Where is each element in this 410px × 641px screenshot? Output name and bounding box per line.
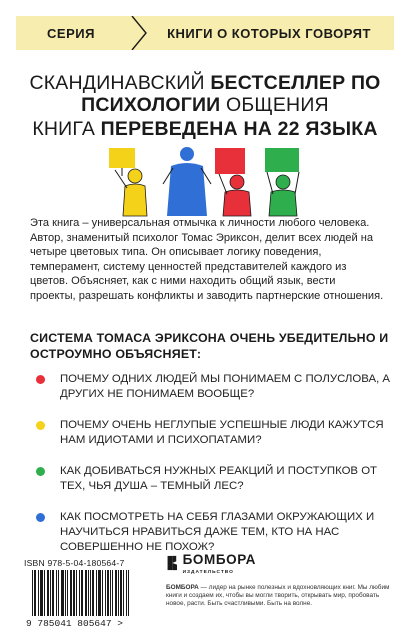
barcode-bar — [116, 570, 117, 616]
barcode-bar — [35, 570, 36, 616]
publisher-desc-text: — лидер на рынке полезных и вдохновляющих книг. Мы любим книги и создаем их, чтобы вы могли творить, открывать мир, пробовать новое, расти. Быть счастливыми. Быть на волне. — [166, 584, 390, 608]
barcode-bar — [53, 570, 54, 616]
red-figure — [215, 148, 251, 216]
barcode-bar — [100, 570, 101, 616]
barcode-bar — [62, 570, 63, 616]
barcode-bar — [44, 570, 45, 616]
barcode-bar — [48, 570, 49, 616]
bullet-item-3 — [30, 464, 390, 510]
barcode-bar — [85, 570, 86, 616]
barcode-bar — [92, 570, 93, 616]
headline-bestseller-bold: БЕСТСЕЛЛЕР ПО ПСИХОЛОГИИ — [81, 72, 381, 116]
barcode-bar — [99, 570, 100, 616]
publisher-description — [166, 584, 392, 609]
headline-translated-bold: ПЕРЕВЕДЕНА НА 22 ЯЗЫКА — [100, 118, 378, 140]
barcode-bar — [98, 570, 99, 616]
publisher-subtitle: ИЗДАТЕЛЬСТВО — [182, 570, 234, 575]
barcode-bar — [96, 570, 97, 616]
barcode-bar — [74, 570, 75, 616]
barcode-bar — [120, 570, 121, 616]
isbn-text: ISBN 978-5-04-180564-7 — [24, 558, 125, 568]
blue-dot-icon — [36, 513, 45, 522]
series-name: КНИГИ О КОТОРЫХ ГОВОРЯТ — [167, 25, 371, 41]
barcode-bar — [38, 570, 39, 616]
barcode-bar — [34, 570, 35, 616]
headline-bestseller-pre: СКАНДИНАВСКИЙ — [29, 72, 211, 94]
publisher-wordmark — [183, 551, 256, 575]
barcode-bar — [121, 570, 122, 616]
yellow-dot-icon — [36, 421, 45, 430]
barcode-bar — [41, 570, 42, 616]
barcode-bar — [115, 570, 116, 616]
barcode-block — [24, 558, 144, 633]
chevron-right-icon — [126, 16, 150, 50]
barcode-bar — [79, 570, 80, 616]
bullet-text: ПОЧЕМУ ОДНИХ ЛЮДЕЙ МЫ ПОНИМАЕМ С ПОЛУСЛОВА, А ДРУГИХ НЕ ПОНИМАЕМ ВООБЩЕ? — [60, 373, 390, 400]
bullet-item-4 — [30, 510, 390, 556]
barcode-bar — [110, 570, 111, 616]
barcode-bar — [128, 570, 129, 616]
barcode-bar — [63, 570, 64, 616]
barcode-bar — [61, 570, 62, 616]
publisher-logo — [166, 551, 256, 575]
bullet-item-1 — [30, 372, 390, 418]
barcode-bar — [65, 570, 66, 616]
barcode-bar — [50, 570, 51, 616]
series-banner — [16, 16, 394, 50]
green-dot-icon — [36, 467, 45, 476]
barcode-bar — [102, 570, 103, 616]
barcode-bar — [105, 570, 106, 616]
bullet-text: ПОЧЕМУ ОЧЕНЬ НЕГЛУПЫЕ УСПЕШНЫЕ ЛЮДИ КАЖУТСЯ НАМ ИДИОТАМИ И ПСИХОПАТАМИ? — [60, 419, 384, 446]
barcode-bar — [112, 570, 113, 616]
barcode-bar — [47, 570, 48, 616]
barcode-bar — [73, 570, 74, 616]
barcode-bar — [76, 570, 77, 616]
yellow-figure — [109, 148, 147, 216]
barcode-number: 9 785041 805647 > — [26, 618, 123, 628]
four-people-illustration — [95, 142, 315, 220]
barcode-image — [24, 570, 138, 628]
red-dot-icon — [36, 375, 45, 384]
publisher-desc-name: БОМБОРА — [166, 584, 199, 591]
barcode-bar — [82, 570, 83, 616]
barcode-bar — [52, 570, 53, 616]
bullet-item-2 — [30, 418, 390, 464]
barcode-bar — [40, 570, 41, 616]
barcode-bar — [88, 570, 89, 616]
bullet-text: КАК ДОБИВАТЬСЯ НУЖНЫХ РЕАКЦИЙ И ПОСТУПКОВ ОТ ТЕХ, ЧЬЯ ДУША – ТЕМНЫЙ ЛЕС? — [60, 465, 378, 492]
publisher-mark-icon — [166, 552, 179, 574]
headline-bestseller-post: ОБЩЕНИЯ — [220, 94, 329, 116]
barcode-bar — [126, 570, 127, 616]
barcode-bar — [67, 570, 68, 616]
publisher-name: БОМБОРА — [182, 552, 256, 567]
barcode-bar — [90, 570, 91, 616]
barcode-bar — [108, 570, 109, 616]
bullet-list — [30, 372, 390, 556]
book-description: Эта книга – универсальная отмычка к личности любого человека. Автор, знаменитый психолог Томас Эриксон, делит всех людей на четыре цветовых типа. Он описывает логику поведения, темперамент, систему ценностей представителей каждого из цветов. Объясняет, как с ними находить общий язык, вести проекты, разрешать конфликты и заводить партнерские отношения. — [30, 217, 384, 302]
barcode-bar — [107, 570, 108, 616]
headline-translated — [0, 118, 410, 140]
barcode-bar — [123, 570, 124, 616]
blue-figure — [163, 147, 211, 216]
barcode-bar — [86, 570, 87, 616]
system-title: СИСТЕМА ТОМАСА ЭРИКСОНА ОЧЕНЬ УБЕДИТЕЛЬНО И ОСТРОУМНО ОБЪЯСНЯЕТ: — [30, 331, 389, 361]
barcode-bar — [71, 570, 72, 616]
green-figure — [265, 148, 299, 216]
barcode-bar — [81, 570, 82, 616]
barcode-bar — [56, 570, 57, 616]
barcode-bar — [93, 570, 94, 616]
barcode-bar — [32, 570, 33, 616]
barcode-bar — [118, 570, 119, 616]
barcode-bar — [70, 570, 71, 616]
series-label: СЕРИЯ — [47, 25, 95, 41]
barcode-bar — [58, 570, 59, 616]
bullet-text: КАК ПОСМОТРЕТЬ НА СЕБЯ ГЛАЗАМИ ОКРУЖАЮЩИХ И НАУЧИТЬСЯ НРАВИТЬСЯ ДАЖЕ ТЕМ, КТО НА НАС СОВЕРШЕННО НЕ ПОХОЖ? — [60, 511, 375, 553]
headline-translated-pre: КНИГА — [32, 118, 101, 140]
barcode-bar — [42, 570, 43, 616]
headline-bestseller — [0, 72, 410, 116]
